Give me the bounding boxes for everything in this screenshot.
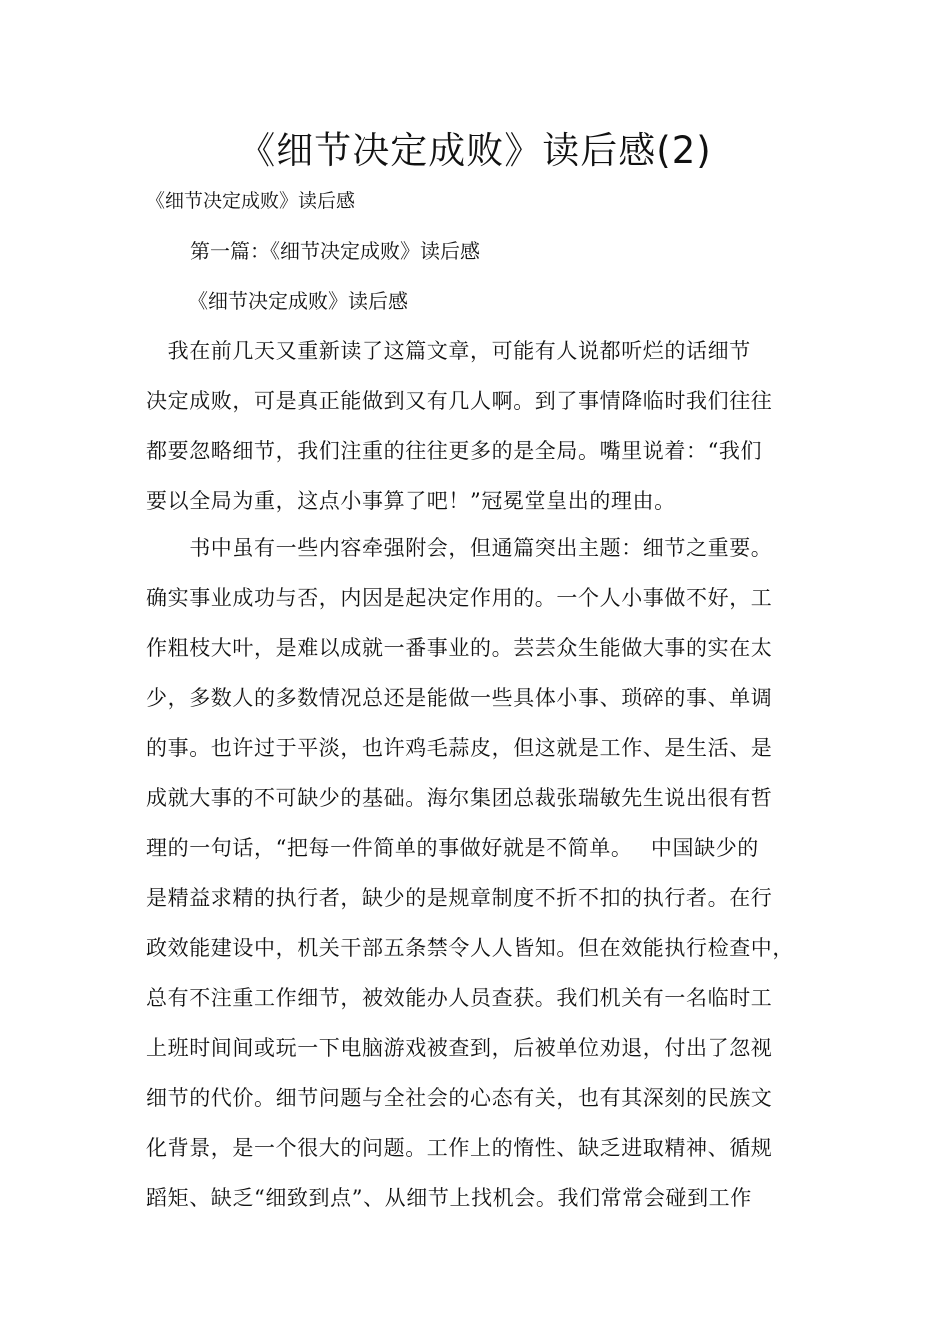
text-line: 蹈矩、缺乏“细致到点”、从细节上找机会。我们常常会碰到工作	[146, 1186, 752, 1210]
text-line: 政效能建设中，机关干部五条禁令人人皆知。但在效能执行检查中，	[146, 936, 794, 960]
section-heading: 第一篇：《细节决定成败》读后感	[190, 239, 480, 263]
article-heading: 《细节决定成败》读后感	[188, 289, 408, 313]
text-line: 是精益求精的执行者，缺少的是规章制度不折不扣的执行者。在行	[146, 886, 773, 910]
text-line: 理的一句话，“把每一件简单的事做好就是不简单。 中国缺少的	[146, 836, 759, 860]
text-line: 作粗枝大叶，是难以成就一番事业的。芸芸众生能做大事的实在太	[146, 636, 773, 660]
text-line: 要以全局为重，这点小事算了吧！”冠冕堂皇出的理由。	[146, 489, 676, 513]
text-line: 我在前几天又重新读了这篇文章，可能有人说都听烂的话细节	[146, 339, 751, 363]
text-line: 化背景，是一个很大的问题。工作上的惰性、缺乏进取精神、循规	[146, 1136, 773, 1160]
text-line: 总有不注重工作细节，被效能办人员查获。我们机关有一名临时工	[146, 986, 773, 1010]
text-line: 少，多数人的多数情况总还是能做一些具体小事、琐碎的事、单调	[146, 686, 773, 710]
text-line: 上班时间间或玩一下电脑游戏被查到，后被单位劝退，付出了忽视	[146, 1036, 773, 1060]
text-line: 成就大事的不可缺少的基础。海尔集团总裁张瑞敏先生说出很有哲	[146, 786, 773, 810]
text-line: 决定成败，可是真正能做到又有几人啊。到了事情降临时我们往往	[146, 389, 773, 413]
subtitle: 《细节决定成败》读后感	[146, 190, 356, 212]
paragraph-1	[146, 326, 826, 526]
document-title: 《细节决定成败》读后感(2)	[238, 129, 712, 172]
text-line: 都要忽略细节，我们注重的往往更多的是全局。嘴里说着：“我们	[146, 439, 763, 463]
paragraph-2	[146, 523, 826, 1223]
text-line: 的事。也许过于平淡，也许鸡毛蒜皮，但这就是工作、是生活、是	[146, 736, 773, 760]
text-line: 书中虽有一些内容牵强附会，但通篇突出主题：细节之重要。	[146, 536, 773, 560]
text-line: 确实事业成功与否，内因是起决定作用的。一个人小事做不好，工	[146, 586, 773, 610]
text-line: 细节的代价。细节问题与全社会的心态有关，也有其深刻的民族文	[146, 1086, 773, 1110]
